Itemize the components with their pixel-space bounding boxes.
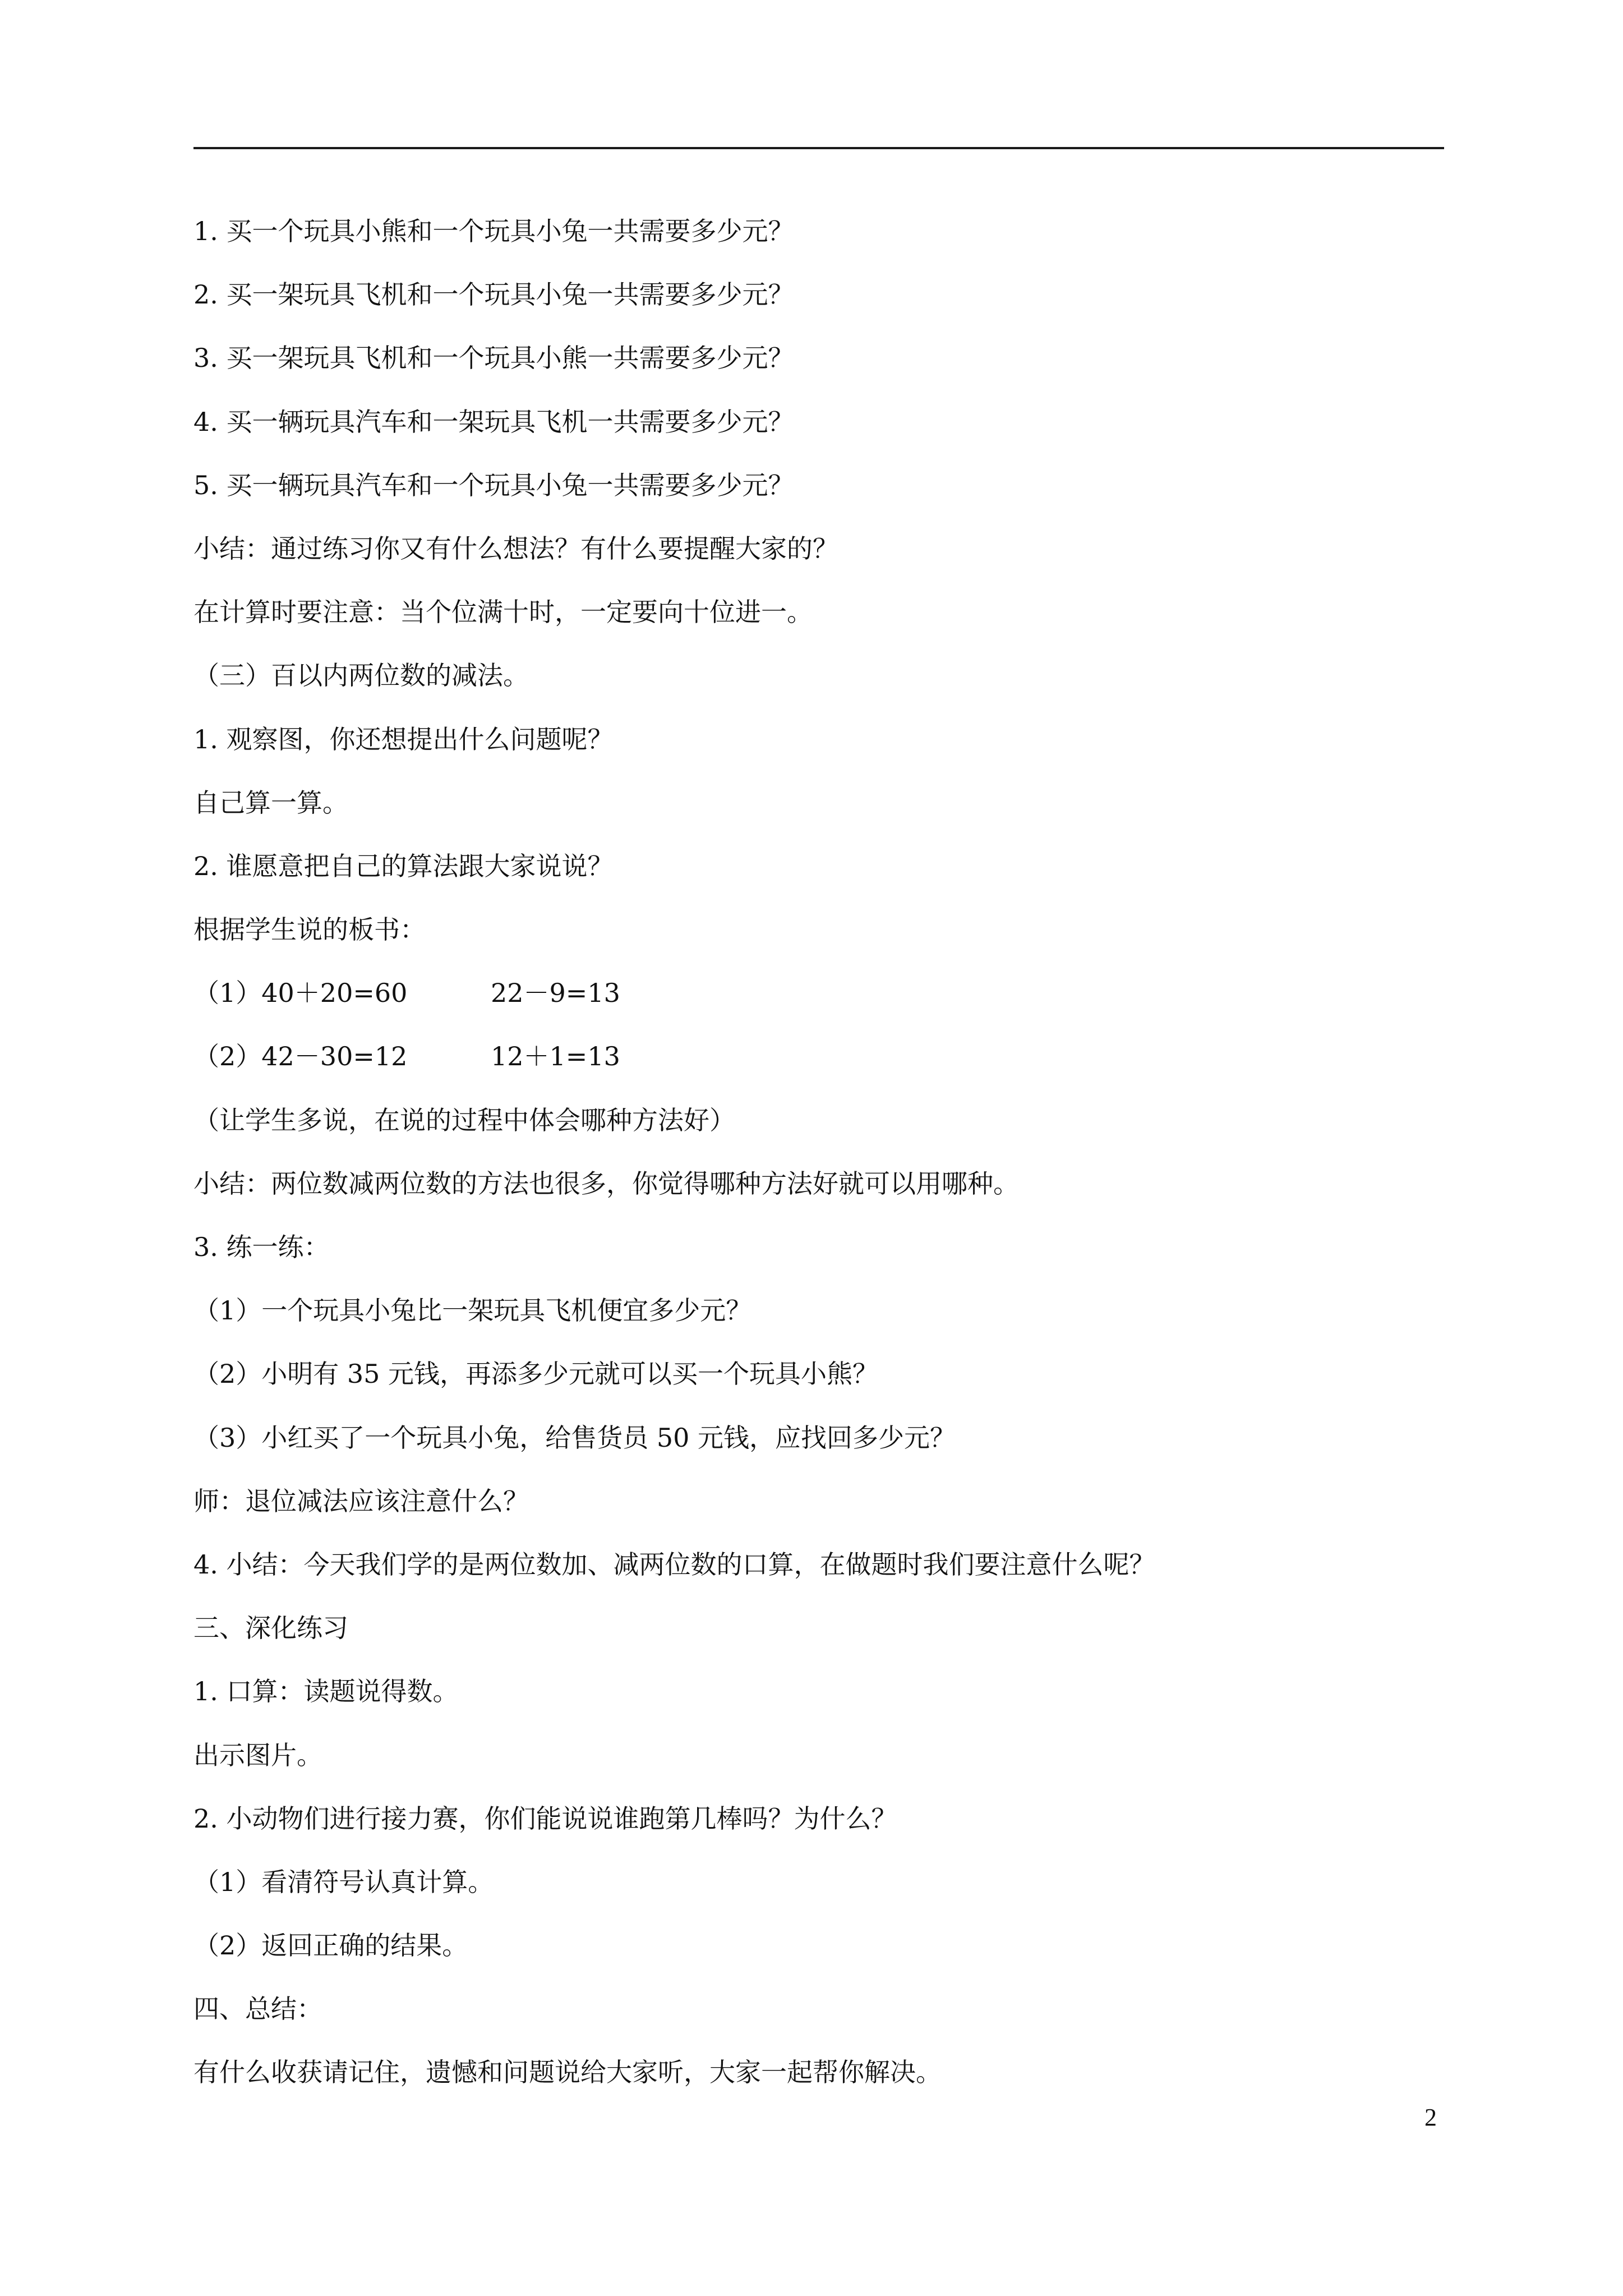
deepen-2-1: （1）看清符号认真计算。: [193, 1866, 494, 1897]
step-share: 2. 谁愿意把自己的算法跟大家说说？: [193, 850, 614, 881]
question-4: 4. 买一辆玩具汽车和一架玩具飞机一共需要多少元？: [193, 406, 794, 437]
deepen-2-2: （2）返回正确的结果。: [193, 1930, 468, 1961]
show-picture: 出示图片。: [193, 1740, 322, 1770]
practice-2: （2）小明有 35 元钱，再添多少元就可以买一个玩具小熊？: [193, 1359, 879, 1389]
note-students-talk: （让学生多说，在说的过程中体会哪种方法好）: [193, 1105, 735, 1135]
board-row-1: [193, 970, 1444, 1034]
step-calc-self: 自己算一算。: [193, 787, 348, 818]
step-observe: 1. 观察图，你还想提出什么问题呢？: [193, 724, 614, 754]
question-1: 1. 买一个玩具小熊和一个玩具小兔一共需要多少元？: [193, 216, 794, 246]
page-number: 2: [1424, 2104, 1437, 2131]
board-row-2: [193, 1034, 1444, 1097]
practice-heading: 3. 练一练：: [193, 1232, 330, 1262]
board-row-2-left: （2）42－30=12: [193, 1041, 408, 1072]
summary-2: 小结：两位数减两位数的方法也很多，你觉得哪种方法好就可以用哪种。: [193, 1168, 1019, 1199]
board-intro: 根据学生说的板书：: [193, 914, 426, 945]
document-body: [193, 209, 1444, 2114]
board-row-1-right: 22－9=13: [491, 978, 620, 1009]
summary-1: 小结：通过练习你又有什么想法？有什么要提醒大家的？: [193, 533, 838, 564]
summary-3: 4. 小结：今天我们学的是两位数加、减两位数的口算，在做题时我们要注意什么呢？: [193, 1549, 1155, 1580]
deepen-1: 1. 口算：读题说得数。: [193, 1676, 459, 1707]
question-5: 5. 买一辆玩具汽车和一个玩具小兔一共需要多少元？: [193, 470, 794, 500]
practice-3: （3）小红买了一个玩具小兔，给售货员 50 元钱，应找回多少元？: [193, 1422, 956, 1453]
summary-final: 有什么收获请记住，遗憾和问题说给大家听，大家一起帮你解决。: [193, 2057, 942, 2088]
note-carry: 在计算时要注意：当个位满十时，一定要向十位进一。: [193, 597, 813, 628]
board-row-1-left: （1）40＋20=60: [193, 978, 408, 1009]
header-rule: [193, 147, 1444, 149]
question-2: 2. 买一架玩具飞机和一个玩具小兔一共需要多少元？: [193, 279, 794, 310]
practice-1: （1）一个玩具小兔比一架玩具飞机便宜多少元？: [193, 1295, 752, 1326]
teacher-question: 师：退位减法应该注意什么？: [193, 1485, 529, 1516]
section-subtraction-heading: （三）百以内两位数的减法。: [193, 660, 529, 691]
section-deepen-heading: 三、深化练习: [193, 1613, 348, 1644]
question-3: 3. 买一架玩具飞机和一个玩具小熊一共需要多少元？: [193, 343, 794, 374]
deepen-2: 2. 小动物们进行接力赛，你们能说说谁跑第几棒吗？为什么？: [193, 1803, 897, 1834]
board-row-2-right: 12＋1=13: [491, 1041, 620, 1072]
section-summary-heading: 四、总结：: [193, 1994, 322, 2024]
